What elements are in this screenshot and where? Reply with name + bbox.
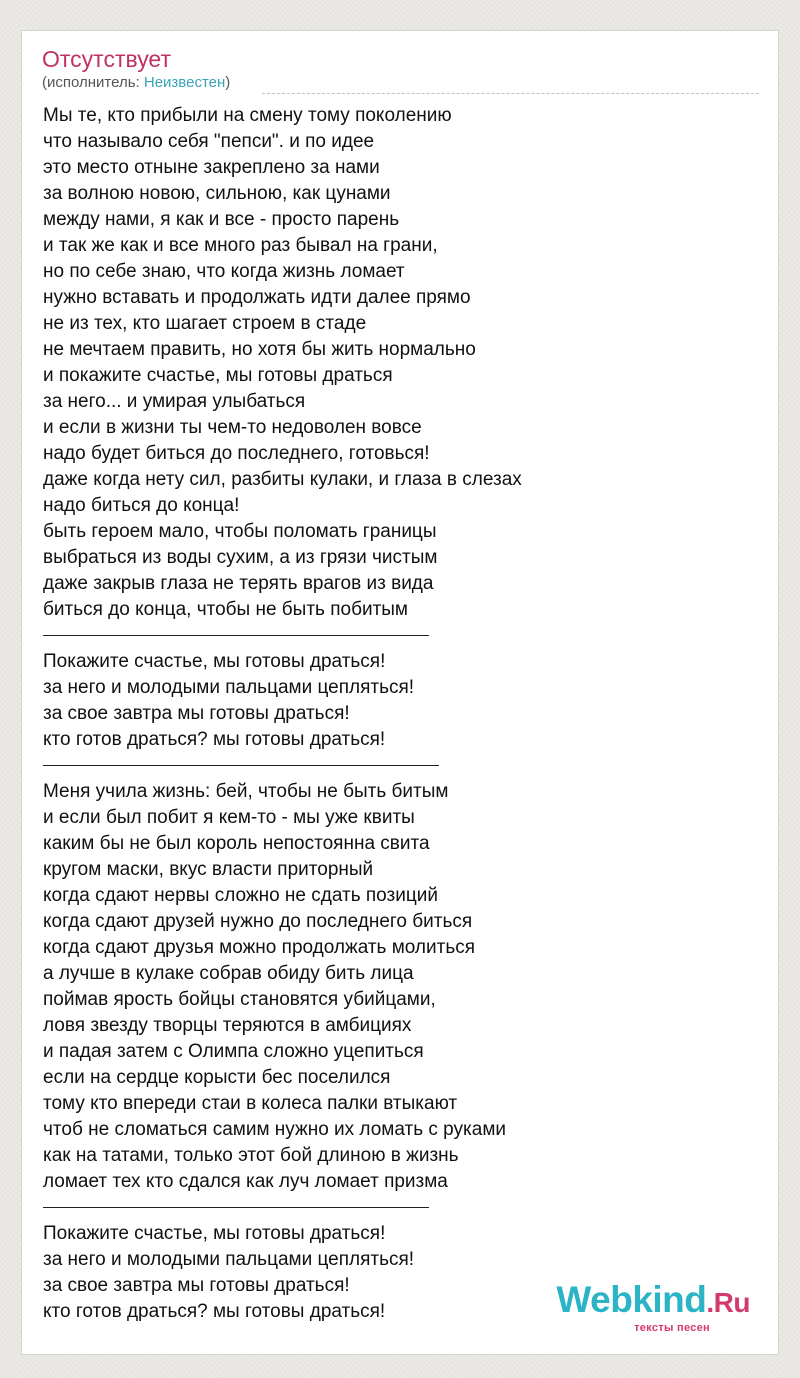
logo-main-text: Webkind (556, 1279, 707, 1320)
lyric-line: и падая затем с Олимпа сложно уцепиться (43, 1041, 424, 1062)
lyric-line: за волною новою, сильною, как цунами (43, 183, 391, 204)
artist-link[interactable]: Неизвестен (143, 74, 226, 91)
lyric-line: не из тех, кто шагает строем в стаде (43, 313, 367, 334)
chorus-1 (43, 649, 763, 753)
artist-line (42, 73, 230, 93)
lyric-line: Покажите счастье, мы готовы драться! (43, 1223, 386, 1244)
lyric-line: Покажите счастье, мы готовы драться! (43, 651, 386, 672)
lyric-line: и если был побит я кем-то - мы уже квиты (43, 807, 415, 828)
lyric-line: тому кто впереди стаи в колеса палки втыкают (43, 1093, 458, 1114)
lyric-line: если на сердце корысти бес поселился (43, 1067, 391, 1088)
lyrics-body (43, 103, 763, 1325)
header-divider (262, 93, 759, 94)
lyric-line: быть героем мало, чтобы поломать границы (43, 521, 437, 542)
lyric-line: поймав ярость бойцы становятся убийцами, (43, 989, 436, 1010)
separator-line (43, 1195, 763, 1221)
lyric-line: чтоб не сломаться самим нужно их ломать с руками (43, 1119, 506, 1140)
lyric-line: когда сдают нервы сложно не сдать позиций (43, 885, 438, 906)
lyric-line: за него и молодыми пальцами цепляться! (43, 1249, 415, 1270)
verse-1 (43, 103, 763, 623)
lyric-line: кто готов драться? мы готовы драться! (43, 1301, 386, 1322)
lyric-line: за свое завтра мы готовы драться! (43, 703, 350, 724)
lyric-line: за него... и умирая улыбаться (43, 391, 306, 412)
lyric-line: это место отныне закреплено за нами (43, 157, 380, 178)
lyric-line: за свое завтра мы готовы драться! (43, 1275, 350, 1296)
lyric-line: и если в жизни ты чем-то недоволен вовсе (43, 417, 422, 438)
lyric-line: за него и молодыми пальцами цепляться! (43, 677, 415, 698)
lyric-line: кругом маски, вкус власти приторный (43, 859, 374, 880)
lyric-line: надо биться до конца! (43, 495, 240, 516)
lyric-line: как на татами, только этот бой длиною в жизнь (43, 1145, 459, 1166)
lyric-line: Меня учила жизнь: бей, чтобы не быть битым (43, 781, 449, 802)
lyric-line: даже закрыв глаза не терять врагов из вида (43, 573, 434, 594)
lyric-line: даже когда нету сил, разбиты кулаки, и глаза в слезах (43, 469, 522, 490)
lyric-line: нужно вставать и продолжать идти далее прямо (43, 287, 471, 308)
artist-suffix: ) (225, 74, 231, 91)
separator-line (43, 623, 763, 649)
lyric-line: не мечтаем править, но хотя бы жить нормально (43, 339, 476, 360)
lyric-line: надо будет биться до последнего, готовься! (43, 443, 430, 464)
logo-wordmark (556, 1281, 750, 1322)
separator-line (43, 753, 763, 779)
lyric-line: каким бы не был король непостоянна свита (43, 833, 430, 854)
lyric-line: когда сдают друзей нужно до последнего биться (43, 911, 473, 932)
lyric-line: ловя звезду творцы теряются в амбициях (43, 1015, 412, 1036)
logo-tagline: тексты песен (634, 1322, 710, 1334)
lyric-line: Мы те, кто прибыли на смену тому поколению (43, 105, 452, 126)
lyric-line: биться до конца, чтобы не быть побитым (43, 599, 408, 620)
lyric-line: ломает тех кто сдался как луч ломает призма (43, 1171, 448, 1192)
site-logo[interactable] (556, 1281, 750, 1334)
lyric-line: и так же как и все много раз бывал на грани, (43, 235, 438, 256)
lyric-line: между нами, я как и все - просто парень (43, 209, 400, 230)
lyric-line: выбраться из воды сухим, а из грязи чистым (43, 547, 438, 568)
logo-tld: .Ru (706, 1287, 750, 1318)
song-title: Отсутствует (42, 46, 171, 72)
lyric-line: но по себе знаю, что когда жизнь ломает (43, 261, 405, 282)
lyric-line: а лучше в кулаке собрав обиду бить лица (43, 963, 414, 984)
lyric-line: кто готов драться? мы готовы драться! (43, 729, 386, 750)
lyrics-card (21, 30, 779, 1355)
lyric-line: когда сдают друзья можно продолжать молиться (43, 937, 476, 958)
artist-prefix: (исполнитель: (42, 74, 144, 91)
lyric-line: что называло себя "пепси". и по идее (43, 131, 375, 152)
lyric-line: и покажите счастье, мы готовы драться (43, 365, 393, 386)
verse-2 (43, 779, 763, 1195)
